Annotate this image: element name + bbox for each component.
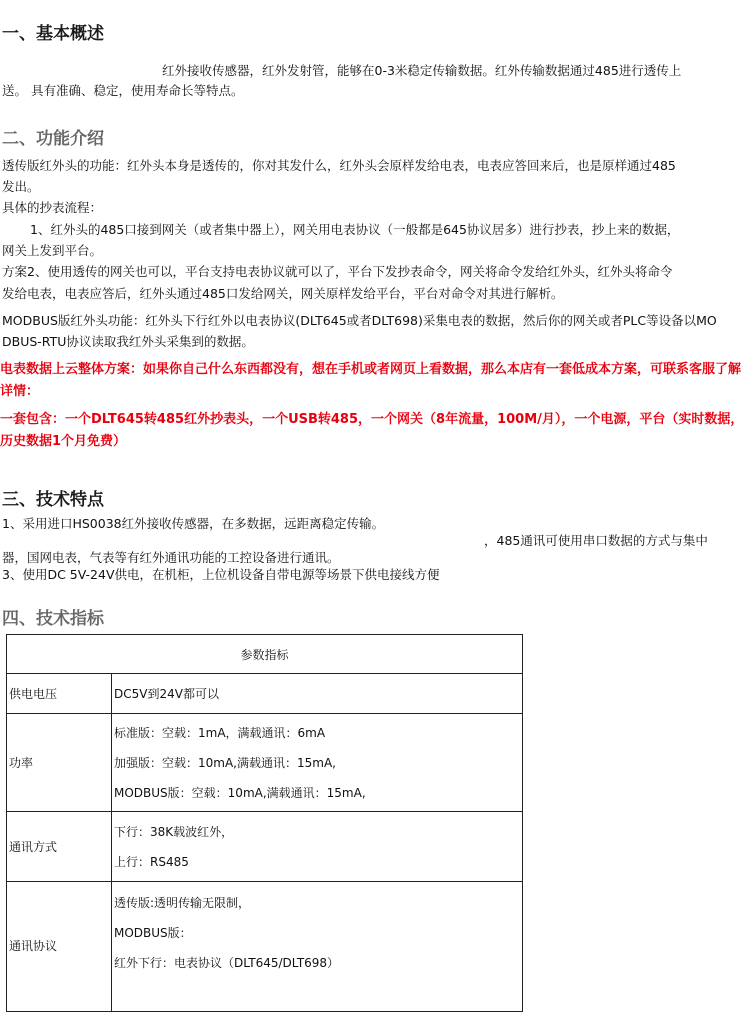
functions-line-3: 具体的抄表流程： bbox=[2, 200, 103, 215]
row-label-comm-mode: 通讯方式 bbox=[7, 812, 112, 882]
value-line: 透传版:透明传输无限制， bbox=[114, 896, 251, 910]
features-line-3: 器，国网电表，气表等有红外通讯功能的工控设备进行通讯。 bbox=[2, 550, 340, 565]
row-label-comm-protocol: 通讯协议 bbox=[7, 882, 112, 1012]
functions-line-6: 方案2、使用透传的网关也可以，平台支持电表协议就可以了，平台下发抄表命令，网关将命令发给红外头，红外头将命令 bbox=[2, 264, 673, 279]
row-value-comm-protocol bbox=[112, 882, 523, 1012]
row-value-power bbox=[112, 714, 523, 812]
functions-line-2: 发出。 bbox=[2, 179, 40, 194]
features-line-1: 1、采用进口HS0038红外接收传感器，在多数据，远距离稳定传输。 bbox=[2, 516, 385, 531]
functions-line-9: DBUS-RTU协议读取我红外头采集到的数据。 bbox=[2, 334, 254, 349]
cloud-solution-notice: 电表数据上云整体方案：如果你自己什么东西都没有，想在手机或者网页上看数据，那么本店有一套低成本方案，可联系客服了解详情： bbox=[0, 362, 742, 399]
functions-line-8: MODBUS版红外头功能：红外头下行红外以电表协议(DLT645或者DLT698)采集电表的数据，然后你的网关或者PLC等设备以MO bbox=[2, 313, 717, 328]
functions-line-5: 网关上发到平台。 bbox=[2, 243, 103, 258]
value-line: MODBUS版：空载：10mA,满载通讯：15mA, bbox=[114, 785, 366, 800]
package-contents-notice: 一套包含：一个DLT645转485红外抄表头，一个USB转485，一个网关（8年流量，100M/月），一个电源，平台（实时数据，历史数据1个月免费） bbox=[0, 412, 744, 449]
specs-table bbox=[6, 634, 523, 1012]
section-title-features: 三、技术特点 bbox=[2, 490, 104, 510]
value-line: 上行：RS485 bbox=[114, 854, 189, 869]
table-row bbox=[7, 812, 523, 882]
value-line: 红外下行：电表协议（DLT645/DLT698） bbox=[114, 956, 340, 970]
row-label-power-supply: 供电电压 bbox=[7, 674, 112, 714]
table-row bbox=[7, 882, 523, 1012]
value-line: 标准版：空载：1mA，满载通讯：6mA bbox=[114, 725, 326, 740]
row-value-comm-mode bbox=[112, 812, 523, 882]
row-value-power-supply bbox=[112, 674, 523, 714]
table-row bbox=[7, 674, 523, 714]
section-title-functions: 二、功能介绍 bbox=[2, 129, 104, 149]
table-row bbox=[7, 714, 523, 812]
table-header: 参数指标 bbox=[7, 635, 523, 674]
overview-line-2: 送。 具有准确、稳定，使用寿命长等特点。 bbox=[2, 83, 244, 98]
functions-line-4: 1、红外头的485口接到网关（或者集中器上），网关用电表协议（一般都是645协议居多）进行抄表，抄上来的数据， bbox=[30, 222, 680, 237]
overview-line-1: 红外接收传感器，红外发射管，能够在0-3米稳定传输数据。红外传输数据通过485进行透传上 bbox=[162, 63, 682, 78]
value-line: 下行：38K载波红外， bbox=[114, 824, 234, 839]
functions-line-1: 透传版红外头的功能：红外头本身是透传的，你对其发什么，红外头会原样发给电表，电表应答回来后，也是原样通过485 bbox=[2, 158, 676, 173]
section-title-overview: 一、基本概述 bbox=[2, 24, 104, 44]
section-title-specs: 四、技术指标 bbox=[2, 609, 104, 629]
functions-line-7: 发给电表，电表应答后，红外头通过485口发给网关，网关原样发给平台，平台对命令对其进行解析。 bbox=[2, 286, 564, 301]
features-line-4: 3、使用DC 5V-24V供电，在机柜，上位机设备自带电源等场景下供电接线方便 bbox=[2, 567, 440, 582]
value-line: MODBUS版： bbox=[114, 926, 192, 940]
table-header-row bbox=[7, 635, 523, 674]
value-line: DC5V到24V都可以 bbox=[114, 686, 219, 701]
value-line: 加强版：空载：10mA,满载通讯：15mA, bbox=[114, 755, 336, 770]
row-label-power: 功率 bbox=[7, 714, 112, 812]
features-line-2: ，485通讯可使用串口数据的方式与集中 bbox=[484, 533, 708, 548]
